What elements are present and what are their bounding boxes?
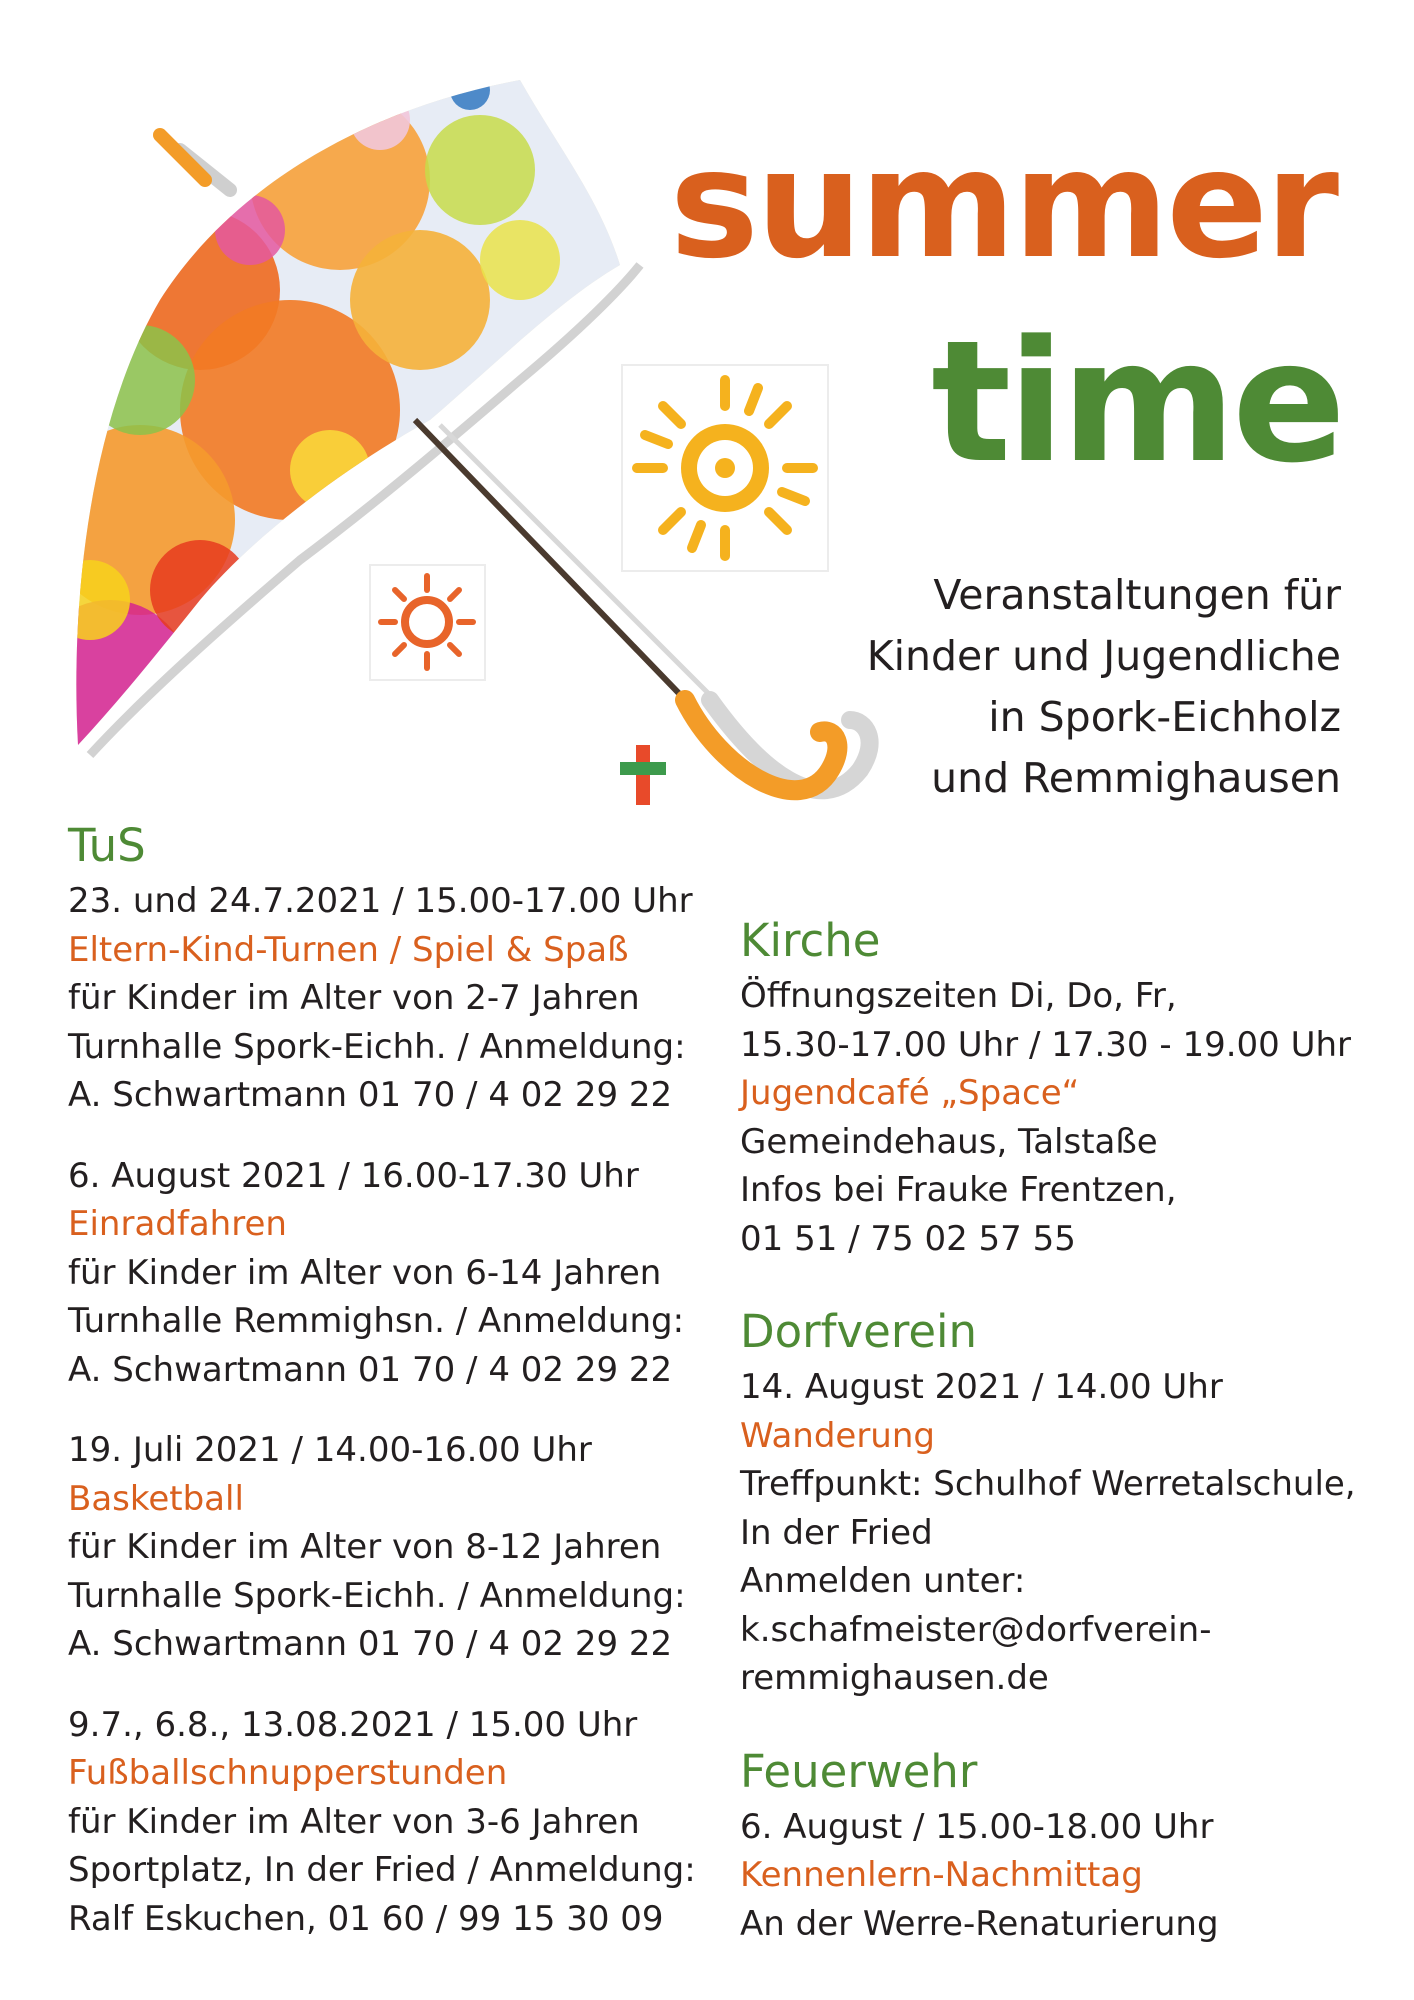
subtitle-line: Kinder und Jugendliche	[866, 632, 1341, 680]
event-block	[68, 877, 708, 1120]
event-contact: A. Schwartmann 01 70 / 4 02 29 22	[68, 1075, 673, 1115]
event-date: 9.7., 6.8., 13.08.2021 / 15.00 Uhr	[68, 1704, 638, 1745]
event-date: 19. Juli 2021 / 14.00-16.00 Uhr	[68, 1430, 592, 1470]
dorfverein-line: In der Fried	[740, 1512, 933, 1553]
subtitle-line: Veranstaltungen für	[933, 571, 1341, 619]
event-name: Einradfahren	[68, 1204, 287, 1244]
event-contact: A. Schwartmann 01 70 / 4 02 29 22	[68, 1349, 673, 1390]
cross-icon	[620, 745, 666, 805]
event-contact: Ralf Eskuchen, 01 60 / 99 15 30 09	[68, 1898, 664, 1939]
event-date: 23. und 24.7.2021 / 15.00-17.00 Uhr	[68, 881, 693, 921]
subtitle	[721, 565, 1341, 809]
tus-heading: TuS	[68, 819, 146, 872]
event-place: Turnhalle Spork-Eichh. / Anmeldung:	[68, 1575, 686, 1616]
event-place: Sportplatz, In der Fried / Anmeldung:	[68, 1850, 696, 1890]
event-date: 6. August 2021 / 16.00-17.30 Uhr	[68, 1155, 639, 1196]
event-place: Turnhalle Remmighsn. / Anmeldung:	[68, 1301, 685, 1341]
event-age: für Kinder im Alter von 2-7 Jahren	[68, 978, 640, 1018]
kirche-line: Öffnungszeiten Di, Do, Fr,	[740, 976, 1177, 1016]
kirche-line: Infos bei Frauke Frentzen,	[740, 1170, 1177, 1210]
feuerwehr-event-name: Kennenlern-Nachmittag	[740, 1855, 1143, 1895]
subtitle-line: in Spork-Eichholz	[988, 693, 1341, 741]
feuerwehr-line: An der Werre-Renaturierung	[740, 1903, 1219, 1944]
event-age: für Kinder im Alter von 3-6 Jahren	[68, 1801, 640, 1842]
right-column	[740, 910, 1380, 1948]
dorfverein-email: k.schafmeister@dorfverein-	[740, 1609, 1212, 1650]
event-contact: A. Schwartmann 01 70 / 4 02 29 22	[68, 1624, 673, 1664]
feuerwehr-section	[740, 1741, 1380, 1949]
kirche-line: Gemeindehaus, Talstaße	[740, 1121, 1158, 1162]
subtitle-line: und Remmighausen	[931, 754, 1341, 802]
feuerwehr-heading: Feuerwehr	[740, 1744, 978, 1798]
sun-large-icon	[622, 365, 828, 571]
dorfverein-line: Anmelden unter:	[740, 1561, 1026, 1601]
dorfverein-section	[740, 1301, 1380, 1703]
kirche-phone: 01 51 / 75 02 57 55	[740, 1218, 1076, 1259]
kirche-heading: Kirche	[740, 914, 881, 967]
dorfverein-date: 14. August 2021 / 14.00 Uhr	[740, 1367, 1223, 1407]
kirche-section	[740, 910, 1380, 1263]
title-summer: summer	[669, 118, 1336, 292]
event-age: für Kinder im Alter von 8-12 Jahren	[68, 1527, 662, 1567]
event-block	[68, 1152, 708, 1395]
event-age: für Kinder im Alter von 6-14 Jahren	[68, 1252, 662, 1293]
dorfverein-line: Treffpunkt: Schulhof Werretalschule,	[740, 1464, 1356, 1504]
title-time: time	[931, 304, 1342, 500]
sun-small-icon	[370, 565, 485, 680]
event-block	[68, 1701, 708, 1944]
dorfverein-event-name: Wanderung	[740, 1415, 935, 1456]
dorfverein-email: remmighausen.de	[740, 1658, 1049, 1698]
event-name: Fußballschnupperstunden	[68, 1753, 508, 1793]
tus-section	[68, 815, 708, 1943]
event-place: Turnhalle Spork-Eichh. / Anmeldung:	[68, 1026, 686, 1067]
feuerwehr-date: 6. August / 15.00-18.00 Uhr	[740, 1806, 1214, 1847]
dorfverein-heading: Dorfverein	[740, 1305, 978, 1358]
event-name: Basketball	[68, 1478, 244, 1519]
event-block	[68, 1426, 708, 1669]
kirche-event-name: Jugendcafé „Space“	[740, 1073, 1080, 1113]
kirche-line: 15.30-17.00 Uhr / 17.30 - 19.00 Uhr	[740, 1024, 1352, 1065]
event-name: Eltern-Kind-Turnen / Spiel & Spaß	[68, 929, 629, 970]
